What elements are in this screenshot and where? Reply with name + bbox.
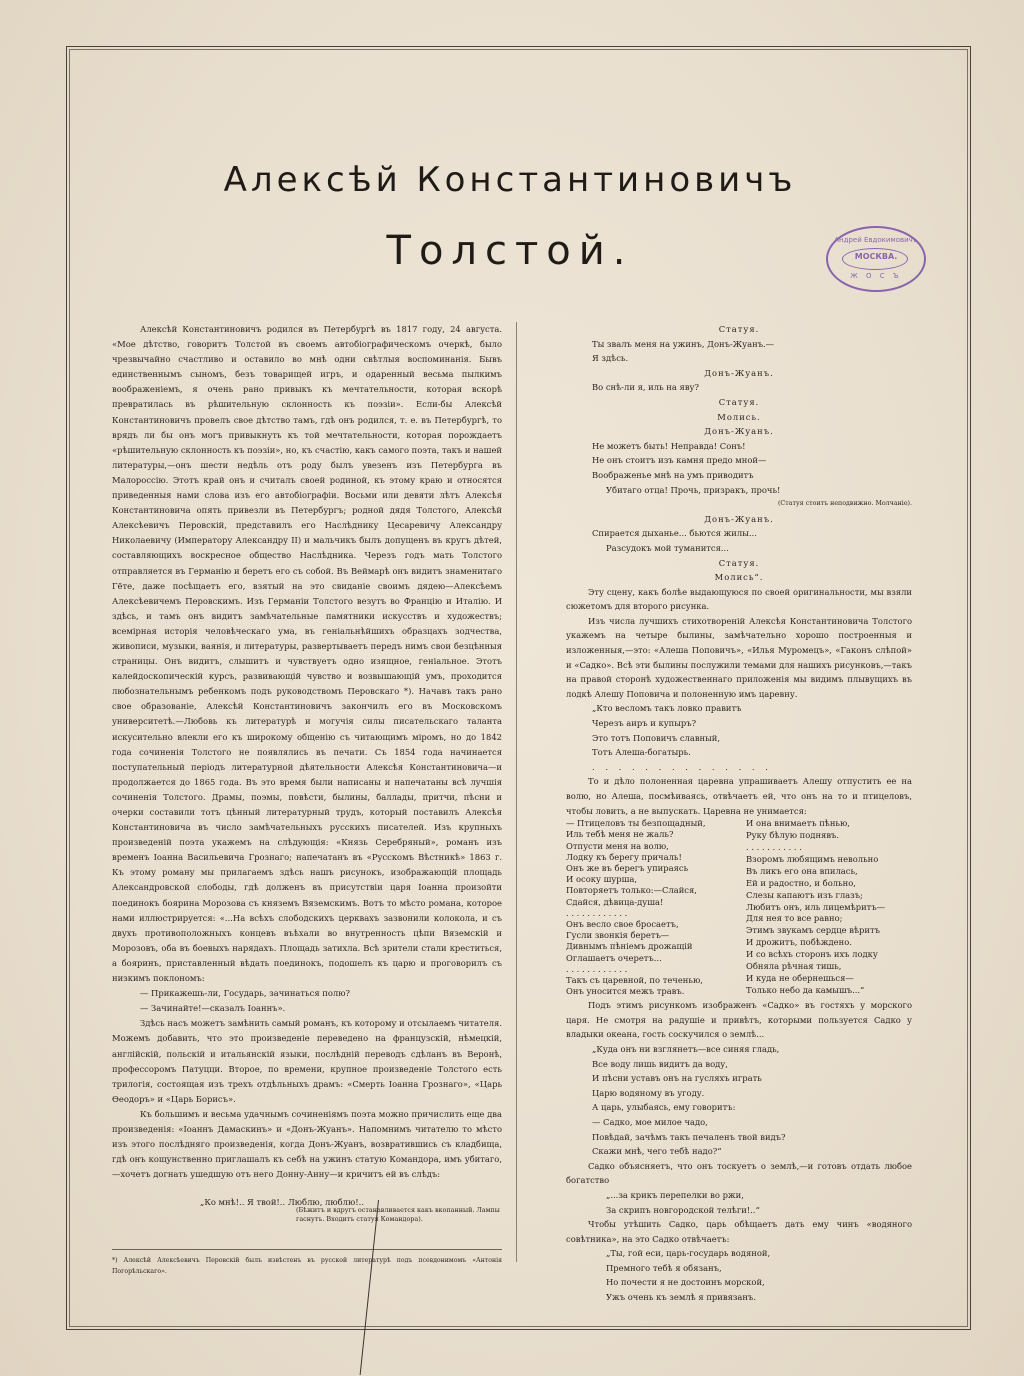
- verse-line: Въ ликъ его она впилась,: [746, 865, 858, 876]
- verse-line: „Куда онъ ни взглянетъ—все синяя гладь,: [592, 1043, 780, 1054]
- speaker-statue: Статуя.: [718, 557, 760, 568]
- verse-line: Слезы капаютъ изъ глазъ;: [746, 889, 863, 900]
- verse-line: Я здѣсь.: [592, 353, 629, 364]
- stage-direction: (Бѣжитъ и вдругъ останавливается какъ вкопанный. Лампы гаснутъ. Входитъ статуя Командора).: [296, 1206, 500, 1223]
- verse-line: Этимъ звукамъ сердце вѣритъ: [746, 925, 880, 936]
- verse-line: „Ты, гой еси, царь-государь водяной,: [606, 1248, 771, 1259]
- verse-line: Не можетъ быть! Неправда! Сонъ!: [592, 440, 746, 451]
- verse-line: — Птицеловъ ты безпощадный,: [566, 818, 706, 829]
- verse-line: Ужъ очень къ землѣ я привязанъ.: [606, 1292, 756, 1303]
- verse-line: Но почести я не достоинъ морской,: [606, 1277, 765, 1288]
- verse-line: Для нея то все равно;: [746, 913, 843, 924]
- verse-line: „Кто весломъ такъ ловко правитъ: [592, 703, 742, 714]
- verse-line: Черезъ аиръ и купыръ?: [592, 718, 697, 729]
- verse-line: Молись.: [717, 411, 761, 422]
- stamp-top-text: Андрей Евдокимовичъ: [834, 236, 918, 244]
- verse-line: И куда не обернешься—: [746, 972, 854, 983]
- verse-line: Гусли звонкія беретъ—: [566, 930, 670, 941]
- verse-line: Повторяетъ только:—Слайся,: [566, 885, 697, 896]
- verse-line: А царь, улыбаясь, ему говоритъ:: [592, 1102, 736, 1113]
- verse-line: Скажи мнѣ, чего тебѣ надо?“: [592, 1146, 722, 1157]
- verse-line: Оглашаетъ очеретъ...: [566, 952, 662, 963]
- verse-line: Любитъ онъ, иль лицемѣритъ—: [746, 901, 886, 912]
- paragraph: Здѣсь насъ можетъ замѣнить самый романъ, къ которому и отсылаемъ читателя. Можемъ добавить, что это произведеніе переведено на французскій, нѣмецкій, англійскій, польскій и итальянскій языки, послѣдній переводъ сдѣланъ въ Веронѣ, профессоромъ Патуцци. Второе, по времени, крупное произведеніе Толстого есть трилогія, состоящая изъ трехъ отдѣльныхъ драмъ: «Смерть Іоанна Грознаго», «Царь Ѳеодоръ» и «Царь Борисъ».: [112, 1018, 502, 1104]
- paragraph: Садко объясняетъ, что онъ тоскуетъ о землѣ,—и готовъ отдать любое богатство: [566, 1160, 912, 1186]
- speaker-statue: Статуя.: [718, 396, 760, 407]
- stage-direction: (Статуя стоитъ неподвижно. Молчаніе).: [777, 500, 912, 508]
- verse-line: За скрипъ новгородской телѣги!..“: [606, 1204, 760, 1215]
- verse-line: „Ко мнѣ!.. Я твой!.. Люблю, люблю!..: [200, 1197, 364, 1207]
- left-column: [112, 322, 502, 1182]
- stamp-bottom-text: Ж О С Ъ: [850, 272, 902, 280]
- verse-column-a: [566, 818, 746, 997]
- title-surname: Толстой.: [386, 228, 634, 274]
- verse-line: „...за крикъ перепелки во ржи,: [606, 1189, 744, 1200]
- paragraph: — Прикажешь-ли, Государь, зачинаться полю?: [140, 988, 350, 999]
- verse-line: Ей и радостно, и больно,: [746, 877, 856, 888]
- verse-line: Премного тебѣ я обязанъ,: [606, 1262, 722, 1273]
- verse-line: — Садко, мое милое чадо,: [592, 1116, 708, 1127]
- right-column: [566, 322, 912, 1305]
- verse-line: . . . . . . . . . . . .: [566, 963, 628, 974]
- paragraph: То и дѣло полоненная царевна упрашиваетъ Алешу отпустить ее на волю, но Алеша, посмѣиваясь, отвѣчаетъ ей, что онъ на то и птицеловъ, чтобы ловить, а не выпускать. Царевна не унимается:: [566, 776, 912, 816]
- verse-line: Онъ же въ берегъ упираясь: [566, 863, 689, 873]
- verse-line: Все воду лишь видитъ да воду,: [592, 1058, 728, 1069]
- verse-line: Молись“.: [714, 572, 764, 583]
- paragraph: — Зачинайте!—сказалъ Іоаннъ».: [140, 1003, 286, 1014]
- paragraph: Изъ числа лучшихъ стихотвореній Алексѣя Константиновича Толстого укажемъ на четыре былины, замѣчательно хорошо построенныя и изложенныя,—это: «Алеша Поповичъ», «Илья Муромецъ», «Гаконъ слѣпой» и «Садко». Всѣ эти былины послужили темами для нашихъ рисунковъ,—такъ на правой сторонѣ художественнаго приложенія мы видимъ плывущихъ въ лодкѣ Алешу Поповича и полоненную имъ царевну.: [566, 615, 912, 699]
- column-divider: [516, 322, 517, 1262]
- speaker-don: Донъ-Жуанъ.: [704, 513, 774, 524]
- verse-line: Повѣдай, зачѣмъ такъ печаленъ твой видъ?: [592, 1131, 786, 1142]
- verse-line: И осоку шурша,: [566, 874, 638, 885]
- verse-line: Не онъ стоитъ изъ камня предо мной—: [592, 455, 767, 466]
- left-verse: [200, 1196, 500, 1223]
- verse-line: Ты звалъ меня на ужинъ, Донъ-Жуанъ.—: [592, 338, 775, 349]
- verse-line: Онъ уносится межъ травъ.: [566, 986, 685, 997]
- verse-line: Царю водяному въ угоду.: [592, 1087, 705, 1098]
- paragraph: Подъ этимъ рисункомъ изображенъ «Садко» въ гостяхъ у морского царя. Не смотря на радушіе и привѣтъ, которыми пользуется Садко у владыки океана, гость соскучился о землѣ...: [566, 1000, 912, 1040]
- verse-two-columns: [566, 818, 912, 998]
- paragraph: Алексѣй Константиновичъ родился въ Петербургѣ въ 1817 году, 24 августа. «Мое дѣтство, говоритъ Толстой въ своемъ автобіографическомъ очеркѣ, было чрезвычайно счастливо и оставило во мнѣ одни свѣтлыя воспоминанія. Бывъ единственнымъ сыномъ, безъ товарищей игръ, и одаренный весьма пылкимъ воображеніемъ, я очень рано привыкъ къ мечтательности, которая вскорѣ превратилась въ рѣшительную склонность къ поэзіи». Если-бы Алексѣй Константиновичъ провелъ свое дѣтство тамъ, гдѣ онъ родился, т. е. въ Петербургѣ, то врядъ ли бы онъ могъ привыкнуть къ той мечтательности, которая порождаетъ «рѣшительную склонность къ поэзіи», но, къ счастію, какъ самого поэта, такъ и нашей литературы,—онъ шести недѣль отъ роду былъ увезенъ изъ Петербурга въ Малороссію. Этотъ край онъ и считалъ своей родиной, къ этому краю и относятся приведенныя нами слова изъ его автобіографіи. Восьми или девяти лѣтъ Алексѣя Константиновича опять привезли въ Петербургъ; родной дядя Толстого, Алексѣй Алексѣевичъ Перовскій, представилъ его Наслѣднику Цесаревичу Александру Николаевичу (Императору Александру II) и мальчикъ былъ допущенъ въ кругъ дѣтей, составляющихъ воскресное общество Наслѣдника. Черезъ годъ мать Толстого отправляется въ Германію и беретъ его съ собой. Въ Веймарѣ онъ видитъ знаменитаго Гёте, даже посѣщаетъ его, взятый на это свиданіе своимъ дядею—Алексѣемъ Алексѣевичемъ Перовскимъ. Изъ Германіи Толстого везутъ во Францію и Италію. И здѣсь, и тамъ онъ видитъ замѣчательные памятники искусствъ и художествъ; всемірная исторія человѣческаго ума, въ геніальнѣйшихъ образцахъ зодчества, живописи, музыки, ваянія, и литературы, развертываетъ передъ нимъ свои безцѣнныя страницы. Онъ видитъ, слышитъ и чувствуетъ одно изящное, геніальное. Этотъ калейдоскопическій курсъ, развивающій чувство и возвышающій умъ, проходится любознательнымъ ребенкомъ подъ руководствомъ Перовскаго *). Начавъ такъ рано свое образованіе, Алексѣй Константиновичъ закончилъ его въ Московскомъ университетѣ.—Любовь къ литературѣ и могучія силы писательскаго таланта искусительно влекли его къ широкому общенію съ читающимъ міромъ, но до 1842 года сочиненія Толстого не появлялись въ печати. Съ 1854 года начинается поступательный періодъ литературной дѣятельности Алексѣя Константиновича—и продолжается до 1865 года. Въ это время были написаны и напечатаны всѣ лучшія сочиненія Толстого. Драмы, поэмы, повѣсти, былины, баллады, притчи, пѣсни и очерки составили тотъ цѣнный литературный трудъ, который поставилъ Алексѣя Константиновича въ число замѣчательныхъ русскихъ писателей. Изъ крупныхъ произведеній поэта укажемъ на слѣдующія: «Князь Серебряный», романъ изъ временъ Іоанна Васильевича Грознаго; напечатанъ въ «Русскомъ Вѣстникѣ» 1863 г. Къ этому роману мы прилагаемъ здѣсь нашъ рисунокъ, изображающій площадь Александровской слободы, гдѣ долженъ въ присутствіи царя Іоанна произойти поединокъ боярина Морозова съ княземъ Вяземскимъ. Вотъ то мѣсто романа, которое нами иллюстрируется: «...На всѣхъ слободскихъ церквахъ зазвонили колокола, и съ двухъ противоположныхъ концевъ въѣхали во внутренность цѣпи Вяземскій и Морозовъ, оба въ боевыхъ нарядахъ. Площадь затихла. Всѣ зрители стали креститься, а бояринъ, приставленный вѣдать поединокъ, подошелъ къ царю и проговорилъ съ низкимъ поклономъ:: [112, 324, 502, 984]
- verse-line: Это тотъ Поповичъ славный,: [592, 732, 721, 743]
- verse-line: Во снѣ-ли я, иль на яву?: [592, 382, 699, 393]
- verse-line: Дивнымъ пѣніемъ дрожащій: [566, 941, 693, 952]
- verse-line: Убитаго отца! Прочь, призракъ, прочь!: [606, 484, 781, 495]
- verse-column-b: [746, 818, 916, 997]
- speaker-don: Донъ-Жуанъ.: [704, 426, 774, 437]
- verse-line: Тотъ Алеша-богатырь.: [592, 747, 691, 758]
- title-name: Алексѣй Константиновичъ: [223, 160, 797, 200]
- verse-line: Взоромъ любящимъ невольно: [746, 853, 879, 864]
- verse-line: Воображенье мнѣ на умъ приводитъ: [592, 469, 754, 480]
- verse-line: . . . . . . . . . . . .: [566, 907, 628, 918]
- library-stamp: [826, 226, 926, 292]
- paragraph: Чтобы утѣшить Садко, царь обѣщаетъ дать ему чинъ «водяного совѣтника», на это Садко отвѣчаетъ:: [566, 1219, 912, 1244]
- verse-line: Руку бѣлую поднявъ.: [746, 830, 840, 841]
- verse-line: Спирается дыханье... бьются жилы...: [592, 528, 757, 539]
- verse-line: Лодку къ берегу причаль!: [566, 851, 682, 862]
- verse-line: . . . . . . . . . . .: [746, 842, 802, 852]
- verse-line: И со всѣхъ сторонъ ихъ лодку: [746, 949, 878, 960]
- stamp-middle-text: МОСКВА.: [854, 252, 898, 261]
- verse-line: Разсудокъ мой туманится...: [606, 542, 729, 553]
- footnote-rule: [112, 1249, 502, 1250]
- paragraph: Къ большимъ и весьма удачнымъ сочиненіямъ поэта можно причислить еще два произведенія: «Іоаннъ Дамаскинъ» и «Донъ-Жуанъ». Напомнимъ читателю то мѣсто изъ этого послѣдняго произведенія, когда Донъ-Жуанъ, возвратившись съ кладбища, гдѣ онъ кощунственно приглашалъ къ себѣ на ужинъ статую Командора, имъ убитаго,—хочетъ догнать ушедшую отъ него Донну-Анну—и кричитъ ей въ слѣдъ:: [112, 1108, 502, 1180]
- verse-line: Сдайся, дѣвица-душа!: [566, 896, 664, 907]
- verse-line: И пѣсни уставъ онъ на гусляхъ играть: [592, 1073, 762, 1084]
- ellipsis-row: . . . . . . . . . . . . . .: [592, 761, 772, 772]
- verse-line: Только небо да камышъ...“: [746, 984, 865, 995]
- speaker-don: Донъ-Жуанъ.: [704, 367, 774, 378]
- verse-line: И она внимаетъ пѣнью,: [746, 818, 850, 829]
- verse-line: Иль тебѣ меня не жаль?: [566, 829, 674, 840]
- verse-line: Такъ съ царевной, по теченью,: [566, 975, 703, 986]
- verse-line: Обняла рѣчная тишь,: [746, 961, 842, 972]
- verse-line: И дрожитъ, побѣждено.: [746, 937, 852, 948]
- paragraph: Эту сцену, какъ болѣе выдающуюся по своей оригинальности, мы взяли сюжетомъ для второго рисунка.: [566, 586, 912, 612]
- verse-line: Онъ весло свое бросаетъ,: [566, 919, 679, 930]
- footnote: *) Алексѣй Алексѣевичъ Перовскій былъ извѣстенъ въ русской литературѣ подъ псевдонимомъ «Антонія Погорѣльскаго».: [112, 1257, 502, 1275]
- verse-line: Отпусти меня на волю,: [566, 840, 669, 851]
- speaker-statue: Статуя.: [718, 324, 760, 334]
